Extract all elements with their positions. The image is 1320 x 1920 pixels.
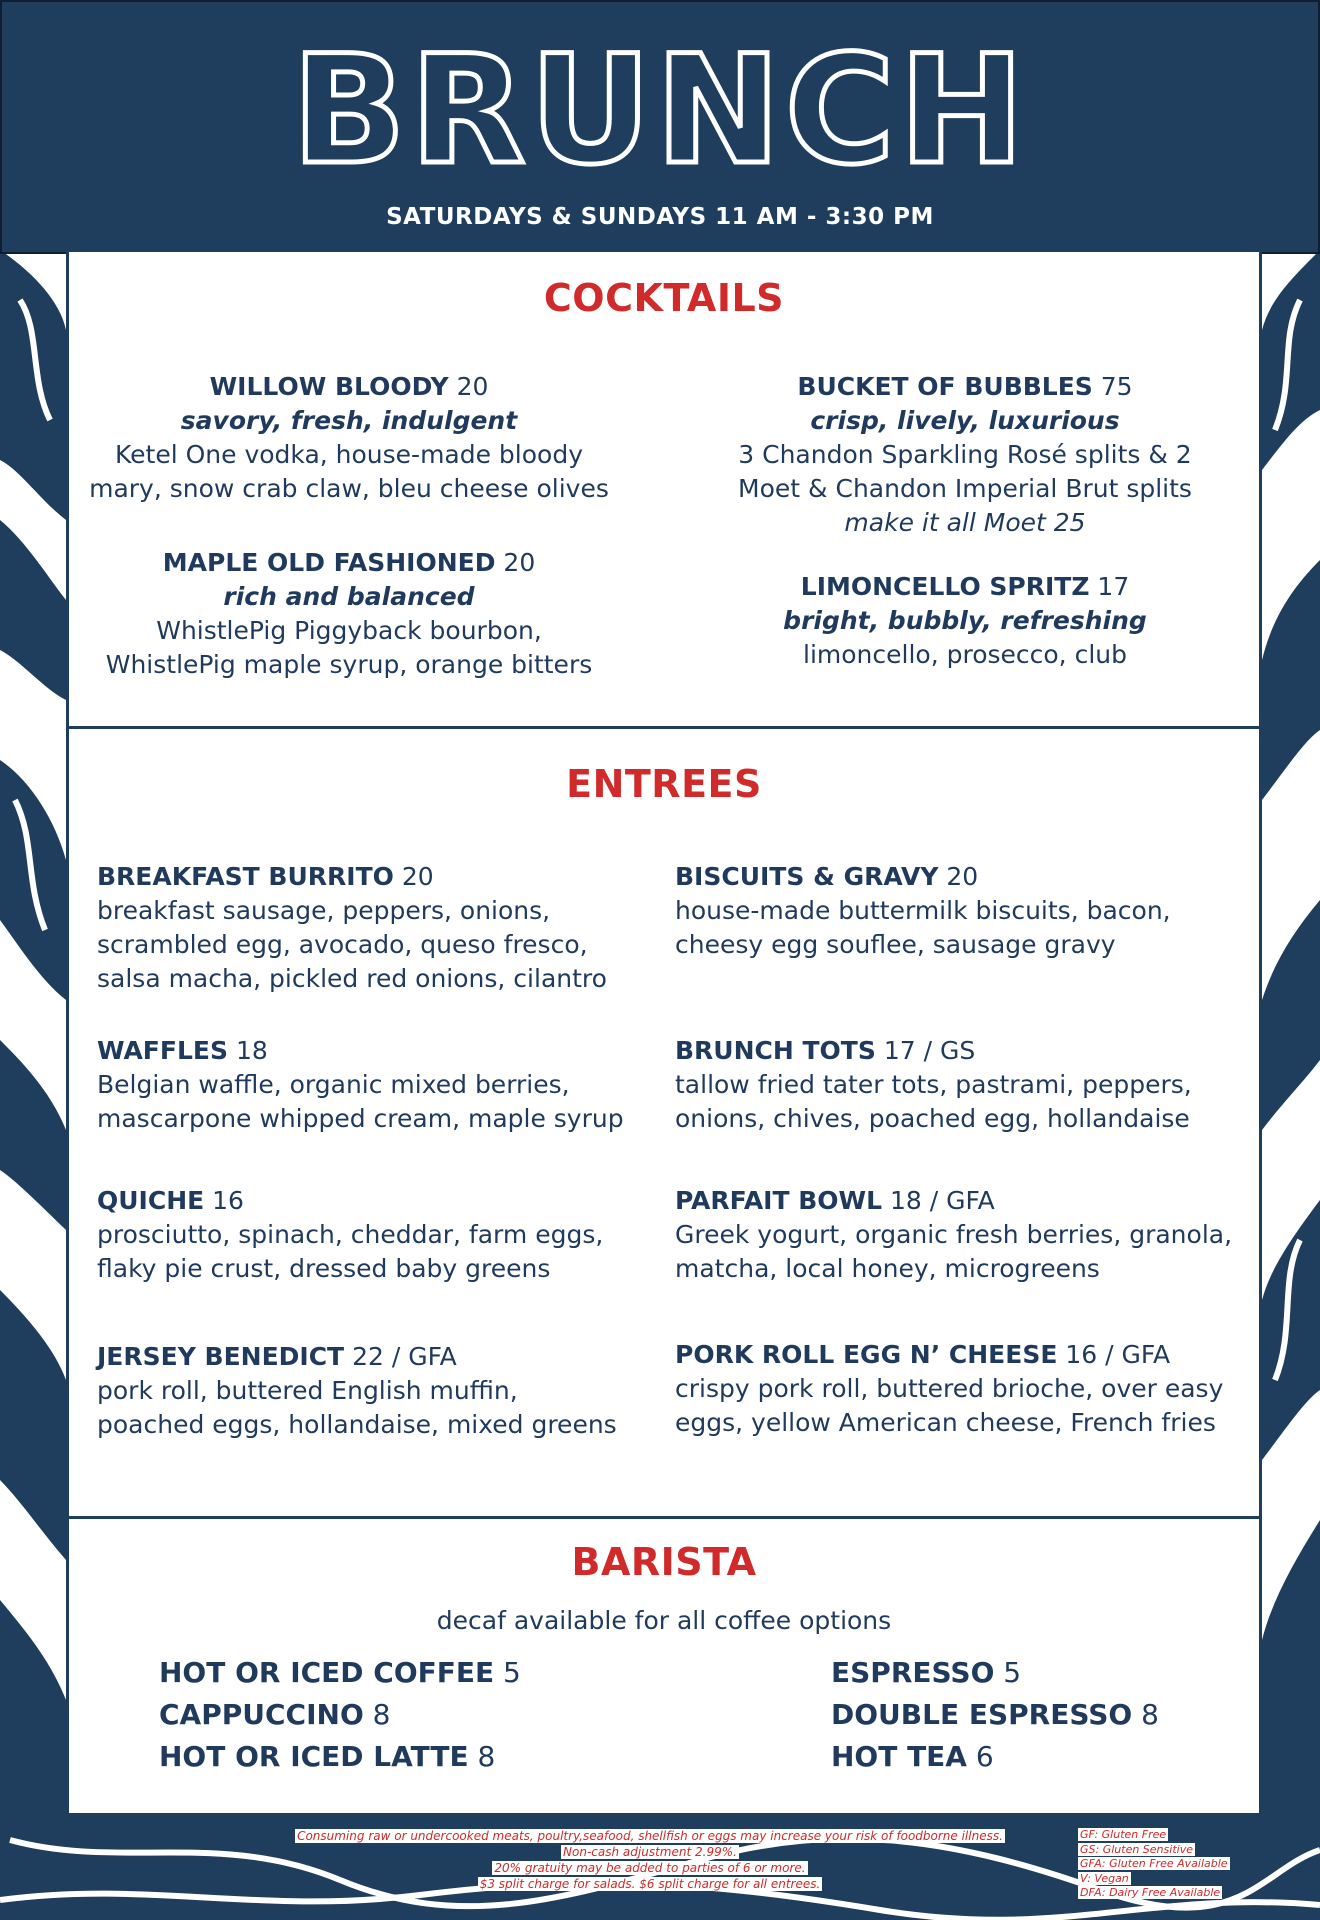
item-price: 18 / GFA <box>890 1186 995 1215</box>
dietary-key <box>1078 1828 1278 1901</box>
item-tagline: crisp, lively, luxurious <box>810 406 1120 435</box>
item-price: 75 <box>1100 372 1133 401</box>
section-divider <box>69 1516 1259 1519</box>
item-name: BRUNCH TOTS <box>675 1036 876 1065</box>
item-name: HOT TEA <box>831 1740 967 1773</box>
item-name: HOT OR ICED COFFEE <box>159 1656 495 1689</box>
menu-item-breakfast-burrito <box>97 860 657 996</box>
menu-item-waffles <box>97 1034 657 1136</box>
item-price: 8 <box>1141 1698 1159 1731</box>
page-title: BRUNCH <box>291 24 1029 198</box>
item-description: crispy pork roll, buttered brioche, over easy eggs, yellow American cheese, French fries <box>675 1374 1224 1437</box>
item-name: QUICHE <box>97 1186 205 1215</box>
item-description: house-made buttermilk biscuits, bacon, cheesy egg souflee, sausage gravy <box>675 896 1171 959</box>
item-price: 20 <box>401 862 434 891</box>
disclaimer-line: 20% gratuity may be added to parties of 6 or more. <box>494 1861 806 1875</box>
section-divider <box>69 726 1259 729</box>
item-description: Ketel One vodka, house-made bloody mary, snow crab claw, bleu cheese olives <box>89 440 609 503</box>
item-name: WILLOW BLOODY <box>209 372 449 401</box>
item-name: BREAKFAST BURRITO <box>97 862 394 891</box>
item-name: BUCKET OF BUBBLES <box>797 372 1093 401</box>
item-name: WAFFLES <box>97 1036 228 1065</box>
menu-item-bucket-of-bubbles <box>705 370 1225 540</box>
item-price: 17 <box>1097 572 1130 601</box>
item-price: 22 / GFA <box>352 1342 457 1371</box>
barista-item <box>159 1736 521 1778</box>
item-price: 16 <box>212 1186 244 1215</box>
dietary-key-item: GF: Gluten Free <box>1080 1828 1167 1841</box>
item-name: CAPPUCCINO <box>159 1698 364 1731</box>
item-price: 5 <box>1003 1656 1022 1689</box>
item-name: MAPLE OLD FASHIONED <box>162 548 496 577</box>
section-title-barista: BARISTA <box>571 1540 757 1584</box>
menu-item-brunch-tots <box>675 1034 1235 1136</box>
footer-disclaimer <box>250 1828 1050 1892</box>
item-description: Greek yogurt, organic fresh berries, granola, matcha, local honey, microgreens <box>675 1220 1233 1283</box>
item-price: 20 <box>503 548 536 577</box>
item-price: 20 <box>456 372 489 401</box>
item-note: make it all Moet 25 <box>844 508 1086 537</box>
disclaimer-line: Consuming raw or undercooked meats, poultry,seafood, shellfish or eggs may increase your risk of foodborne illness. <box>297 1829 1003 1843</box>
barista-item <box>831 1652 1159 1694</box>
barista-list-right <box>831 1652 1159 1778</box>
item-name: PORK ROLL EGG N’ CHEESE <box>675 1340 1058 1369</box>
dietary-key-item: GFA: Gluten Free Available <box>1080 1857 1228 1870</box>
menu-item-quiche <box>97 1184 657 1286</box>
decaf-note: decaf available for all coffee options <box>436 1606 892 1635</box>
item-name: PARFAIT BOWL <box>675 1186 883 1215</box>
item-tagline: bright, bubbly, refreshing <box>783 606 1147 635</box>
item-name: JERSEY BENEDICT <box>97 1342 345 1371</box>
item-tagline: rich and balanced <box>223 582 475 611</box>
item-price: 18 <box>235 1036 268 1065</box>
menu-panel <box>66 252 1262 1816</box>
header-banner <box>0 0 1320 254</box>
menu-item-pork-roll-egg-n-cheese <box>675 1338 1235 1440</box>
item-price: 8 <box>372 1698 391 1731</box>
menu-item-biscuits-gravy <box>675 860 1235 962</box>
item-description: pork roll, buttered English muffin, poached eggs, hollandaise, mixed greens <box>97 1376 617 1439</box>
item-name: ESPRESSO <box>831 1656 995 1689</box>
item-price: 8 <box>477 1740 496 1773</box>
disclaimer-line: $3 split charge for salads. $6 split charge for all entrees. <box>479 1877 821 1891</box>
item-description: Belgian waffle, organic mixed berries, mascarpone whipped cream, maple syrup <box>97 1070 624 1133</box>
menu-item-willow-bloody <box>89 370 609 506</box>
item-description: breakfast sausage, peppers, onions, scrambled egg, avocado, queso fresco, salsa macha, pickled red onions, cilantro <box>97 896 607 993</box>
barista-list-left <box>159 1652 521 1778</box>
disclaimer-line: Non-cash adjustment 2.99%. <box>563 1845 737 1859</box>
item-name: DOUBLE ESPRESSO <box>831 1698 1133 1731</box>
item-price: 6 <box>975 1740 994 1773</box>
menu-item-limoncello-spritz <box>705 570 1225 672</box>
item-name: HOT OR ICED LATTE <box>159 1740 469 1773</box>
hours-subtitle: SATURDAYS & SUNDAYS 11 AM - 3:30 PM <box>386 204 934 230</box>
item-description: limoncello, prosecco, club <box>803 640 1127 669</box>
item-price: 5 <box>503 1656 521 1689</box>
item-price: 20 <box>946 862 979 891</box>
barista-item <box>831 1736 1159 1778</box>
item-description: 3 Chandon Sparkling Rosé splits & 2 Moet & Chandon Imperial Brut splits <box>738 440 1192 503</box>
item-name: LIMONCELLO SPRITZ <box>800 572 1090 601</box>
section-title-cocktails: COCKTAILS <box>543 276 785 320</box>
dietary-key-item: GS: Gluten Sensitive <box>1080 1842 1193 1856</box>
item-tagline: savory, fresh, indulgent <box>180 406 518 435</box>
menu-item-jersey-benedict <box>97 1340 617 1442</box>
menu-item-parfait-bowl <box>675 1184 1235 1286</box>
dietary-key-item: V: Vegan <box>1080 1871 1129 1885</box>
barista-item <box>159 1694 521 1736</box>
item-description: prosciutto, spinach, cheddar, farm eggs, flaky pie crust, dressed baby greens <box>97 1220 604 1283</box>
barista-item <box>159 1652 521 1694</box>
item-description: tallow fried tater tots, pastrami, peppers, onions, chives, poached egg, hollandaise <box>675 1070 1192 1133</box>
item-name: BISCUITS & GRAVY <box>675 862 939 891</box>
dietary-key-item: DFA: Dairy Free Available <box>1080 1886 1221 1899</box>
item-price: 16 / GFA <box>1065 1340 1171 1369</box>
barista-item <box>831 1694 1159 1736</box>
item-price: 17 / GS <box>883 1036 976 1065</box>
item-description: WhistlePig Piggyback bourbon, WhistlePig maple syrup, orange bitters <box>105 616 593 679</box>
menu-item-maple-old-fashioned <box>89 546 609 682</box>
section-title-entrees: ENTREES <box>566 762 762 806</box>
